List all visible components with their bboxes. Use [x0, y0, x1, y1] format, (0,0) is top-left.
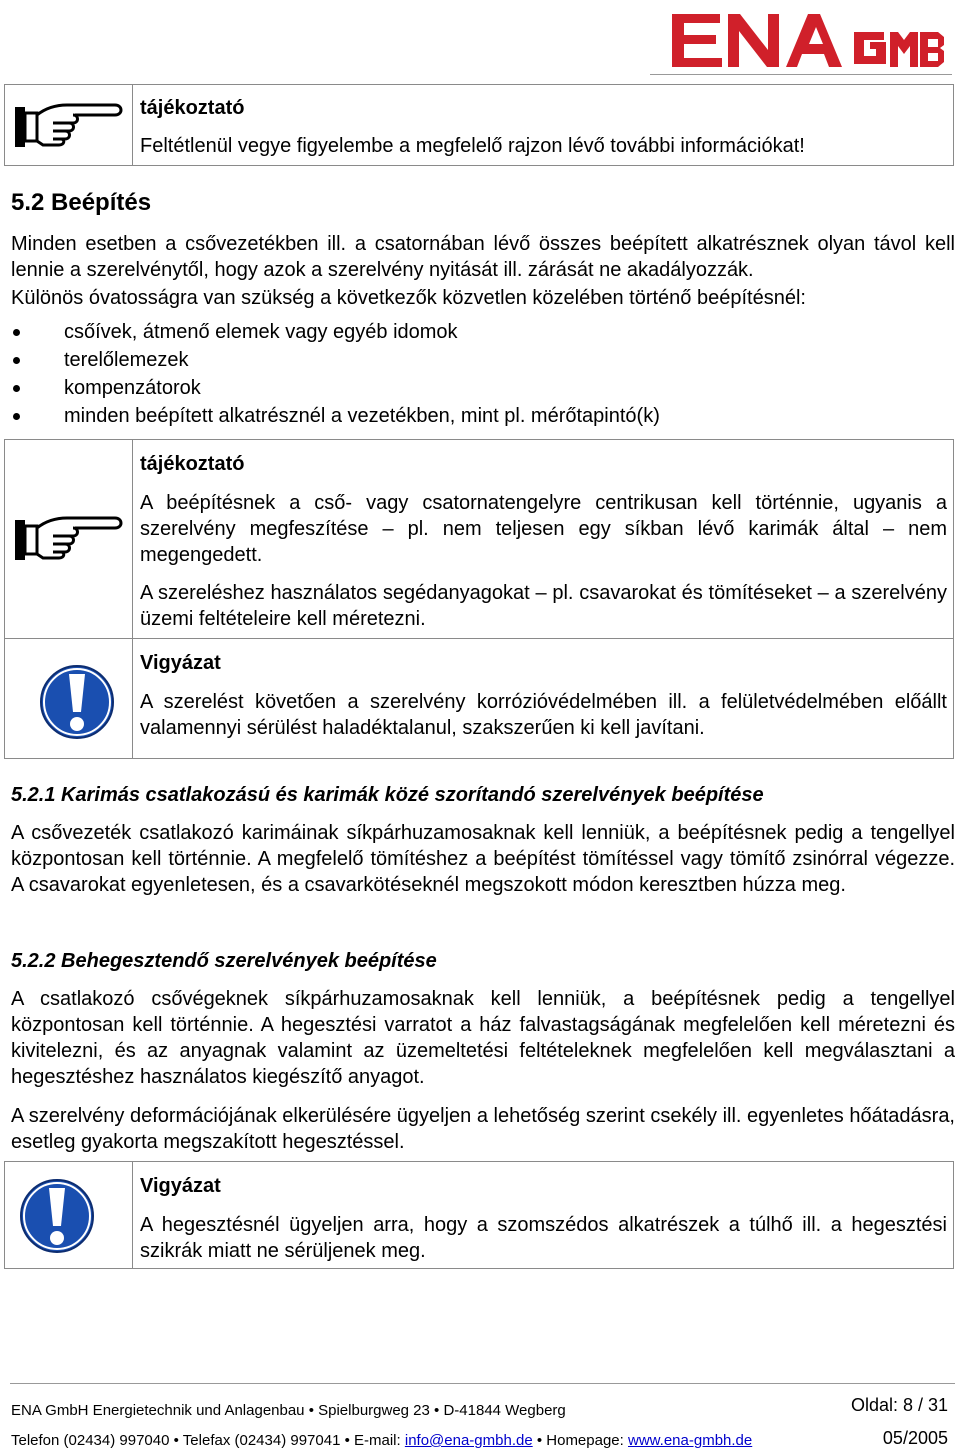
street: Spielburgweg 23 [318, 1402, 430, 1419]
paragraph: Különös óvatosságra van szükség a következők közvetlen közelében történő beépítésnél: [11, 287, 806, 309]
bullet-list [11, 318, 660, 430]
paragraph: A szerelvény deformációjának elkerülésére ügyeljen a lehetőség szerint csekély ill. egyenletes hőátadásra, esetleg gyakorta megszakított hegesztéssel. [11, 1105, 955, 1153]
footer-address: ENA GmbH Energietechnik und Anlagenbau • Spielburgweg 23 • D-41844 Wegberg [11, 1402, 566, 1419]
paragraph: Minden esetben a csővezetékben ill. a csatornában lévő összes beépített alkatrésznek olyan távol kell lennie a szerelvénytől, hogy azok a szerelvény nyitását ill. zárását ne akadályozzák. [11, 233, 955, 281]
section-heading-5-2: 5.2 Beépítés [11, 189, 152, 216]
fax: Telefax (02434) 997041 [182, 1432, 341, 1449]
footer-contact: Telefon (02434) 997040 • Telefax (02434) 997041 • E-mail: info@ena-gmbh.de • Homepage: www.ena-gmbh.de [11, 1432, 753, 1449]
info-label: tájékoztató [140, 453, 245, 475]
pointing-hand-icon [13, 99, 125, 151]
homepage-link[interactable]: www.ena-gmbh.de [628, 1432, 753, 1449]
warning-label: Vigyázat [140, 1175, 221, 1197]
info-label: tájékoztató [140, 97, 245, 119]
exclamation-warning-icon [17, 1164, 97, 1268]
section-heading-5-2-1: 5.2.1 Karimás csatlakozású és karimák közé szorítandó szerelvények beépítése [11, 784, 764, 806]
header-rule [650, 74, 952, 75]
info-text: Feltétlenül vegye figyelembe a megfelelő rajzon lévő további információkat! [140, 135, 805, 157]
list-item: csőívek, átmenő elemek vagy egyéb idomok [11, 318, 660, 346]
warning-box [4, 1161, 954, 1269]
paragraph: A csővezeték csatlakozó karimáinak síkpárhuzamosaknak kell lenniük, a beépítésnek pedig a tengellyel központosan kell történnie. A megfelelő tömítéshez a beépítést tömítéssel vagy tömítő zsinórral végezze. A csavarokat egyenletesen, és a csavarkötéseknél megszokott módon keresztben húzza meg. [11, 822, 955, 896]
list-item: terelőlemezek [11, 346, 660, 374]
phone: Telefon (02434) 997040 [11, 1432, 170, 1449]
exclamation-warning-icon [37, 650, 117, 754]
list-item: kompenzátorok [11, 374, 660, 402]
homepage-label: Homepage: [546, 1432, 624, 1449]
footer-rule [10, 1383, 955, 1384]
company-name: ENA GmbH Energietechnik und Anlagenbau [11, 1402, 305, 1419]
warning-text: A szerelést követően a szerelvény korrózióvédelmében ill. a felületvédelmében előállt valamennyi sérülést haladéktalanul, szakszerűen ki kell javítani. [140, 691, 947, 739]
warning-text: A hegesztésnél ügyeljen arra, hogy a szomszédos alkatrészek a túlhő ill. a hegesztési szikrák miatt ne sérüljenek meg. [140, 1214, 947, 1262]
city: D-41844 Wegberg [443, 1402, 566, 1419]
company-logo [670, 12, 948, 68]
email-label: E-mail: [354, 1432, 401, 1449]
paragraph: A csatlakozó csővégeknek síkpárhuzamosaknak kell lenniük, a beépítésnek pedig a tengellyel központosan kell történnie. A hegesztési varratot a ház falvastagságának megfelelően kell méretezni és kivitelezni, és az anyagnak valamint az üzemeltetési feltételeknek megfelelően kell megválasztani a hegesztéshez használatos kiegészítő anyagot. [11, 988, 955, 1088]
pointing-hand-icon [13, 512, 125, 564]
list-item: minden beépített alkatrésznél a vezetékben, mint pl. mérőtapintó(k) [11, 402, 660, 430]
info-text: A szereléshez használatos segédanyagokat – pl. csavarokat és tömítéseket – a szerelvény üzemi feltételeire kell méretezni. [140, 582, 947, 630]
section-heading-5-2-2: 5.2.2 Behegesztendő szerelvények beépítése [11, 950, 437, 972]
info-warning-box [4, 439, 954, 759]
info-box-1 [4, 84, 954, 166]
warning-label: Vigyázat [140, 652, 221, 674]
document-date: 05/2005 [882, 1428, 948, 1448]
info-text: A beépítésnek a cső- vagy csatornatengelyre centrikusan kell történnie, ugyanis a szerelvény megfeszítése – pl. nem teljesen egy síkban lévő karimák által – nem megengedett. [140, 492, 947, 566]
email-link[interactable]: info@ena-gmbh.de [404, 1432, 533, 1449]
box-divider [5, 638, 953, 639]
page-number: Oldal: 8 / 31 [850, 1395, 948, 1415]
